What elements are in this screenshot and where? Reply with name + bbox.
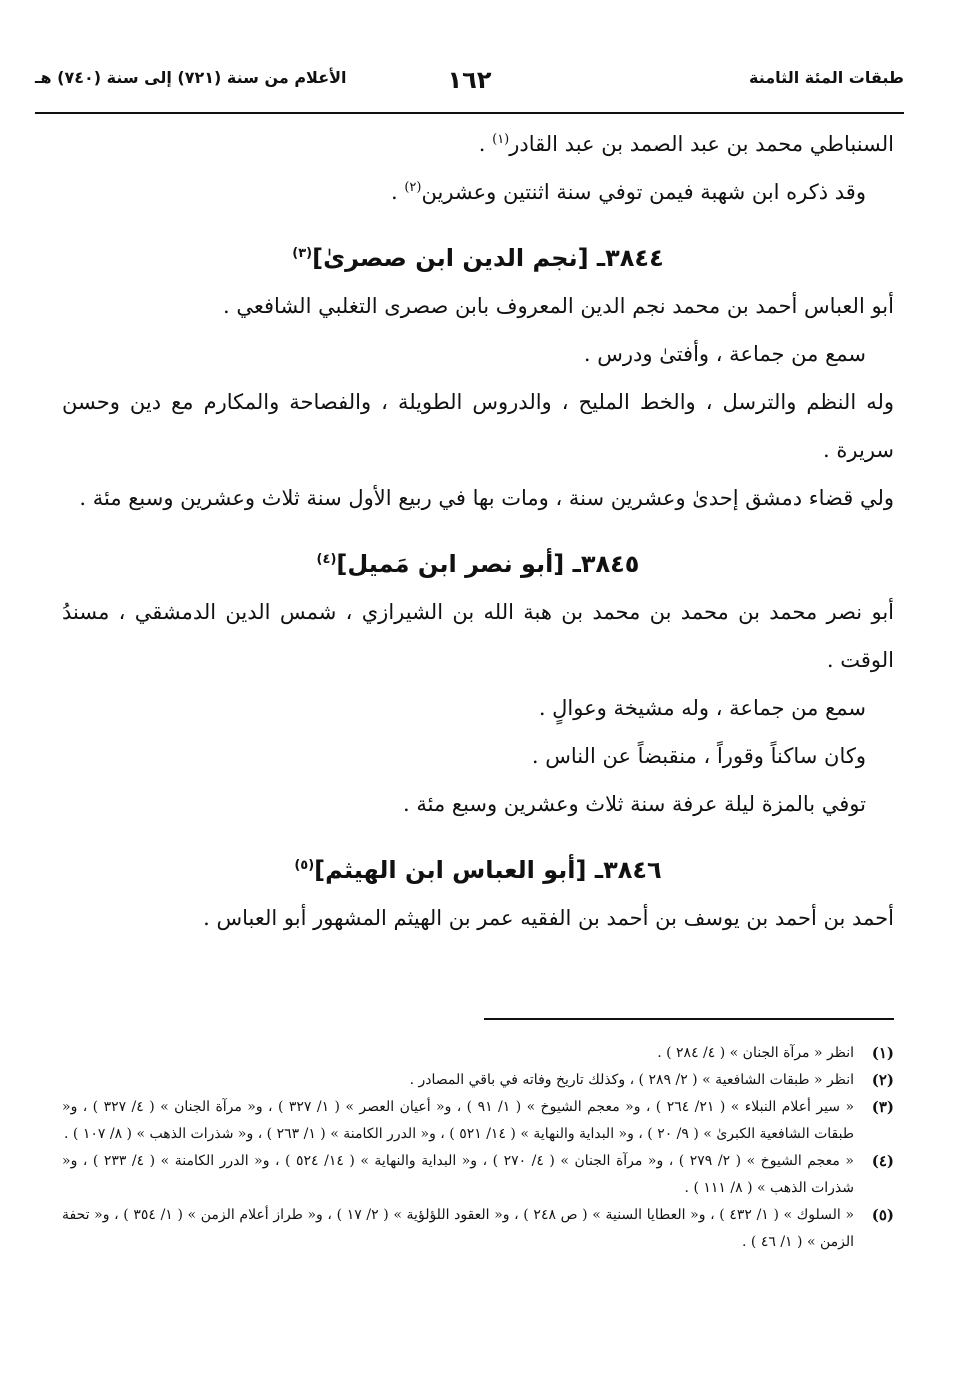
entry-3844-paragraph-2: سمع من جماعة ، وأفتىٰ ودرس . xyxy=(583,342,866,366)
footnote-number: (٢) xyxy=(871,1071,894,1089)
entry-3845-paragraph-1: أبو نصر محمد بن محمد بن محمد بن هبة الله بن الشيرازي ، شمس الدين الدمشقي ، مسندُ الوقت . xyxy=(62,600,894,672)
footnote-ref-2: (٢) xyxy=(404,180,422,195)
footnote-text: انظر « طبقات الشافعية » ( ٢/ ٢٨٩ ) ، وكذلك تاريخ وفاته في باقي المصادر . xyxy=(409,1072,854,1088)
entry-heading-3844 xyxy=(62,234,894,282)
footnote-5 xyxy=(62,1202,894,1256)
page-number: ١٦٢ xyxy=(447,66,492,94)
intro-line-2 xyxy=(62,168,894,216)
footnote-number: (٣) xyxy=(871,1098,894,1116)
spacer xyxy=(62,522,894,540)
spacer xyxy=(62,216,894,234)
intro-line-2-end: . xyxy=(390,180,405,204)
entry-heading-3846 xyxy=(62,846,894,894)
entry-3844-paragraph-4: ولي قضاء دمشق إحدىٰ وعشرين سنة ، ومات بها في ربيع الأول سنة ثلاث وعشرين وسبع مئة . xyxy=(79,486,894,510)
footnote-text: انظر « مرآة الجنان » ( ٤/ ٢٨٤ ) . xyxy=(657,1045,854,1061)
section-title: طبقات المئة الثامنة xyxy=(749,68,904,87)
footnote-divider xyxy=(484,1018,894,1020)
footnote-1 xyxy=(62,1040,894,1067)
entry-3844-paragraph-1: أبو العباس أحمد بن محمد نجم الدين المعروف بابن صصرى التغلبي الشافعي . xyxy=(223,294,894,318)
footnotes xyxy=(62,1040,894,1256)
footnote-ref-4: (٤) xyxy=(316,552,337,567)
intro-line-1 xyxy=(62,120,894,168)
intro-line-1-text: السنباطي محمد بن عبد الصمد بن عبد القادر xyxy=(509,132,894,156)
entry-heading-3844-text: ٣٨٤٤ـ [نجم الدين ابن صصرىٰ] xyxy=(312,244,664,272)
entry-3845-paragraph-4: توفي بالمزة ليلة عرفة سنة ثلاث وعشرين وسبع مئة . xyxy=(403,792,866,816)
entry-heading-3845-text: ٣٨٤٥ـ [أبو نصر ابن مَميل] xyxy=(336,550,640,578)
footnote-number: (٥) xyxy=(871,1206,894,1224)
footnote-text: « السلوك » ( ١/ ٤٣٢ ) ، و« العطايا السنية » ( ص ٢٤٨ ) ، و« العقود اللؤلؤية » ( ٢/ ١٧ ) ، و« طراز أعلام الزمن » ( ١/ ٣٥٤ ) ، و« تحفة الزمن » ( ١/ ٤٦ ) . xyxy=(62,1207,855,1250)
years-range-title: الأعلام من سنة (٧٢١) إلى سنة (٧٤٠) هـ xyxy=(35,68,347,87)
entry-3846-paragraph-1: أحمد بن أحمد بن يوسف بن أحمد بن الفقيه عمر بن الهيثم المشهور أبو العباس . xyxy=(203,906,894,930)
footnote-2 xyxy=(62,1067,894,1094)
entry-3845-paragraph-2: سمع من جماعة ، وله مشيخة وعوالٍ . xyxy=(538,696,866,720)
footnote-3 xyxy=(62,1094,894,1148)
footnote-ref-5: (٥) xyxy=(294,858,315,873)
spacer xyxy=(62,828,894,846)
intro-line-2-text: وقد ذكره ابن شهبة فيمن توفي سنة اثنتين وعشرين xyxy=(421,180,866,204)
footnote-text: « سير أعلام النبلاء » ( ٢١/ ٢٦٤ ) ، و« معجم الشيوخ » ( ١/ ٩١ ) ، و« أعيان العصر » ( ١/ ٣٢٧ ) ، و« مرآة الجنان » ( ٤/ ٣٢٧ ) ، و« طبقات الشافعية الكبرىٰ » ( ٩/ ٢٠ ) ، و« البداية والنهاية » ( ١٤/ ٥٢١ ) ، و« الدرر الكامنة » ( ١/ ٢٦٣ ) ، و« شذرات الذهب » ( ٨/ ١٠٧ ) . xyxy=(62,1099,855,1142)
footnote-4 xyxy=(62,1148,894,1202)
intro-line-1-end: . xyxy=(478,132,493,156)
footnote-ref-3: (٣) xyxy=(292,246,313,261)
footnote-number: (٤) xyxy=(871,1152,894,1170)
entry-3845-paragraph-3: وكان ساكناً وقوراً ، منقبضاً عن الناس . xyxy=(531,744,866,768)
footnote-text: « معجم الشيوخ » ( ٢/ ٢٧٩ ) ، و« مرآة الجنان » ( ٤/ ٢٧٠ ) ، و« البداية والنهاية » ( ١٤/ ٥٢٤ ) ، و« الدرر الكامنة » ( ٤/ ٢٣٣ ) ، و« شذرات الذهب » ( ٨/ ١١١ ) . xyxy=(62,1153,854,1196)
entry-heading-3846-text: ٣٨٤٦ـ [أبو العباس ابن الهيثم] xyxy=(314,856,662,884)
entry-3844-paragraph-3: وله النظم والترسل ، والخط المليح ، والدروس الطويلة ، والفصاحة والمكارم مع دين وحسن سريرة . xyxy=(62,390,894,462)
entry-heading-3845 xyxy=(62,540,894,588)
main-text xyxy=(62,120,894,942)
running-header xyxy=(35,62,904,114)
footnote-number: (١) xyxy=(871,1044,894,1062)
footnote-ref-1: (١) xyxy=(492,132,510,147)
